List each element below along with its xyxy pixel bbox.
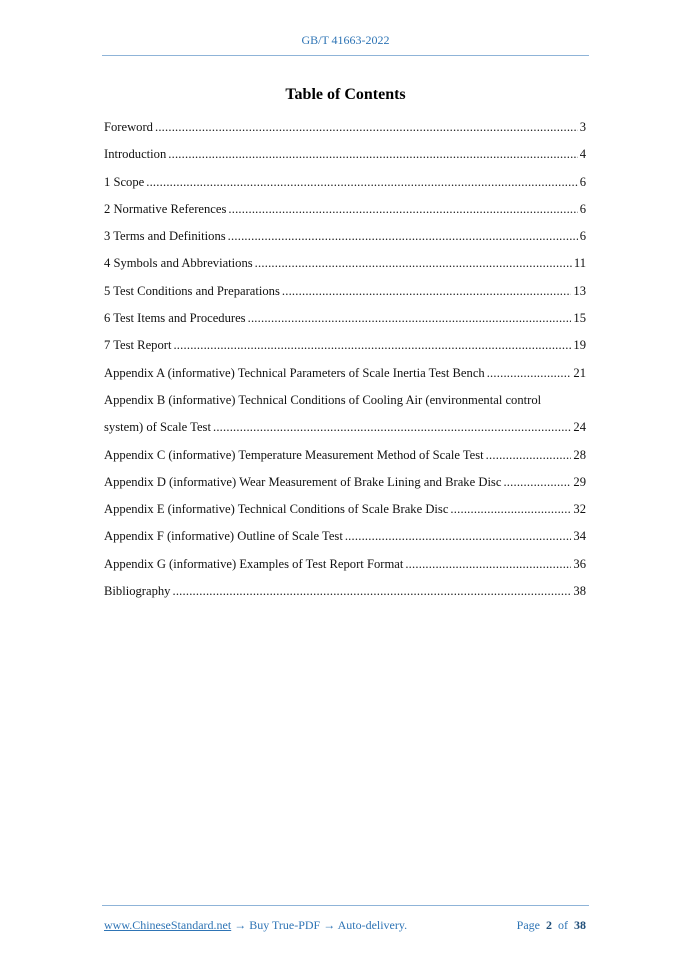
toc-dot-leader — [213, 417, 571, 437]
website-link[interactable]: www.ChineseStandard.net — [104, 918, 232, 932]
toc-entry-scope[interactable] — [104, 172, 586, 199]
page-total: 38 — [574, 918, 586, 932]
toc-entry-label: Appendix G (informative) Examples of Test Report Format — [104, 556, 404, 571]
toc-dot-leader — [405, 554, 571, 574]
toc-entry-test-report[interactable] — [104, 335, 586, 362]
page-title: Table of Contents — [285, 86, 406, 103]
toc-entry-label: Introduction — [104, 147, 167, 162]
toc-entry-page: 13 — [573, 283, 586, 298]
toc-entry-page: 32 — [573, 502, 586, 517]
toc-entry-label: Foreword — [104, 120, 153, 134]
toc-entry-appendix-e[interactable] — [104, 499, 586, 526]
page-of: of — [558, 918, 568, 932]
toc-entry-label: 2 Normative References — [104, 201, 227, 216]
toc-dot-leader — [487, 363, 572, 383]
toc-entry-page: 28 — [573, 447, 586, 462]
toc-entry-label: Appendix A (informative) Technical Parameters of Scale Inertia Test Bench — [104, 365, 485, 380]
toc-entry-page: 24 — [573, 420, 586, 435]
toc-entry-label: 5 Test Conditions and Preparations — [104, 283, 280, 298]
toc-entry-appendix-b-line1[interactable] — [104, 390, 586, 417]
toc-dot-leader — [345, 526, 572, 546]
toc-entry-page: 3 — [579, 120, 586, 134]
toc-entry-test-conditions[interactable] — [104, 281, 586, 308]
toc-dot-leader — [486, 445, 572, 465]
toc-entry-label: 3 Terms and Definitions — [104, 229, 226, 244]
toc-dot-leader — [172, 581, 571, 601]
header-divider — [102, 55, 589, 56]
footer-divider — [102, 905, 589, 906]
footer-promo-text: → Buy True-PDF → Auto-delivery. — [231, 918, 408, 932]
toc-entry-appendix-d[interactable] — [104, 472, 586, 499]
toc-dot-leader — [168, 144, 577, 164]
toc-entry-page: 21 — [573, 365, 586, 380]
toc-dot-leader — [503, 472, 571, 492]
toc-entry-appendix-c[interactable] — [104, 445, 586, 472]
toc-entry-page: 6 — [579, 174, 586, 189]
document-code-header: GB/T 41663-2022 — [301, 33, 390, 47]
toc-entry-label: 7 Test Report — [104, 338, 172, 353]
toc-entry-bibliography[interactable] — [104, 581, 586, 608]
toc-entry-page: 36 — [573, 556, 586, 571]
toc-dot-leader — [248, 308, 572, 328]
toc-entry-label: system) of Scale Test — [104, 420, 211, 435]
toc-dot-leader — [173, 335, 571, 355]
footer-promo — [104, 918, 407, 933]
toc-entry-page: 6 — [579, 229, 586, 244]
toc-dot-leader — [146, 172, 577, 192]
toc-entry-appendix-b[interactable] — [104, 417, 586, 444]
toc-entry-label: Bibliography — [104, 584, 171, 599]
toc-entry-symbols-and-abbreviations[interactable] — [104, 253, 586, 280]
toc-entry-label-line1: Appendix B (informative) Technical Conditions of Cooling Air (environmental control — [104, 392, 542, 407]
page-prefix: Page — [516, 918, 540, 932]
page-footer — [104, 918, 586, 933]
toc-entry-appendix-f[interactable] — [104, 526, 586, 553]
toc-dot-leader — [450, 499, 571, 519]
toc-entry-page: 6 — [579, 201, 586, 216]
toc-entry-page: 19 — [573, 338, 586, 353]
toc-entry-label: 6 Test Items and Procedures — [104, 311, 246, 326]
toc-entry-label: 1 Scope — [104, 174, 145, 189]
toc-entry-page: 11 — [573, 256, 586, 271]
toc-entry-foreword[interactable] — [104, 117, 586, 144]
toc-entry-appendix-a[interactable] — [104, 363, 586, 390]
page-number — [517, 918, 586, 933]
toc-dot-leader — [282, 281, 572, 301]
toc-entry-page: 34 — [573, 529, 586, 544]
toc-dot-leader — [228, 226, 578, 246]
toc-entry-page: 29 — [573, 474, 586, 489]
toc-dot-leader — [255, 253, 572, 273]
toc-entry-label: Appendix F (informative) Outline of Scale Test — [104, 529, 343, 544]
page-current: 2 — [546, 918, 552, 932]
toc-entry-page: 15 — [573, 311, 586, 326]
table-of-contents — [104, 117, 586, 608]
toc-dot-leader — [228, 199, 577, 219]
toc-dot-leader — [155, 117, 578, 137]
toc-entry-label: 4 Symbols and Abbreviations — [104, 256, 253, 271]
toc-entry-page: 38 — [573, 584, 586, 599]
toc-entry-introduction[interactable] — [104, 144, 586, 171]
toc-entry-normative-references[interactable] — [104, 199, 586, 226]
toc-entry-label: Appendix E (informative) Technical Conditions of Scale Brake Disc — [104, 502, 449, 517]
toc-entry-page: 4 — [579, 147, 586, 162]
toc-entry-appendix-g[interactable] — [104, 554, 586, 581]
toc-entry-terms-and-definitions[interactable] — [104, 226, 586, 253]
toc-entry-test-items[interactable] — [104, 308, 586, 335]
toc-entry-label: Appendix D (informative) Wear Measurement of Brake Lining and Brake Disc — [104, 474, 502, 489]
toc-entry-label: Appendix C (informative) Temperature Measurement Method of Scale Test — [104, 447, 484, 462]
